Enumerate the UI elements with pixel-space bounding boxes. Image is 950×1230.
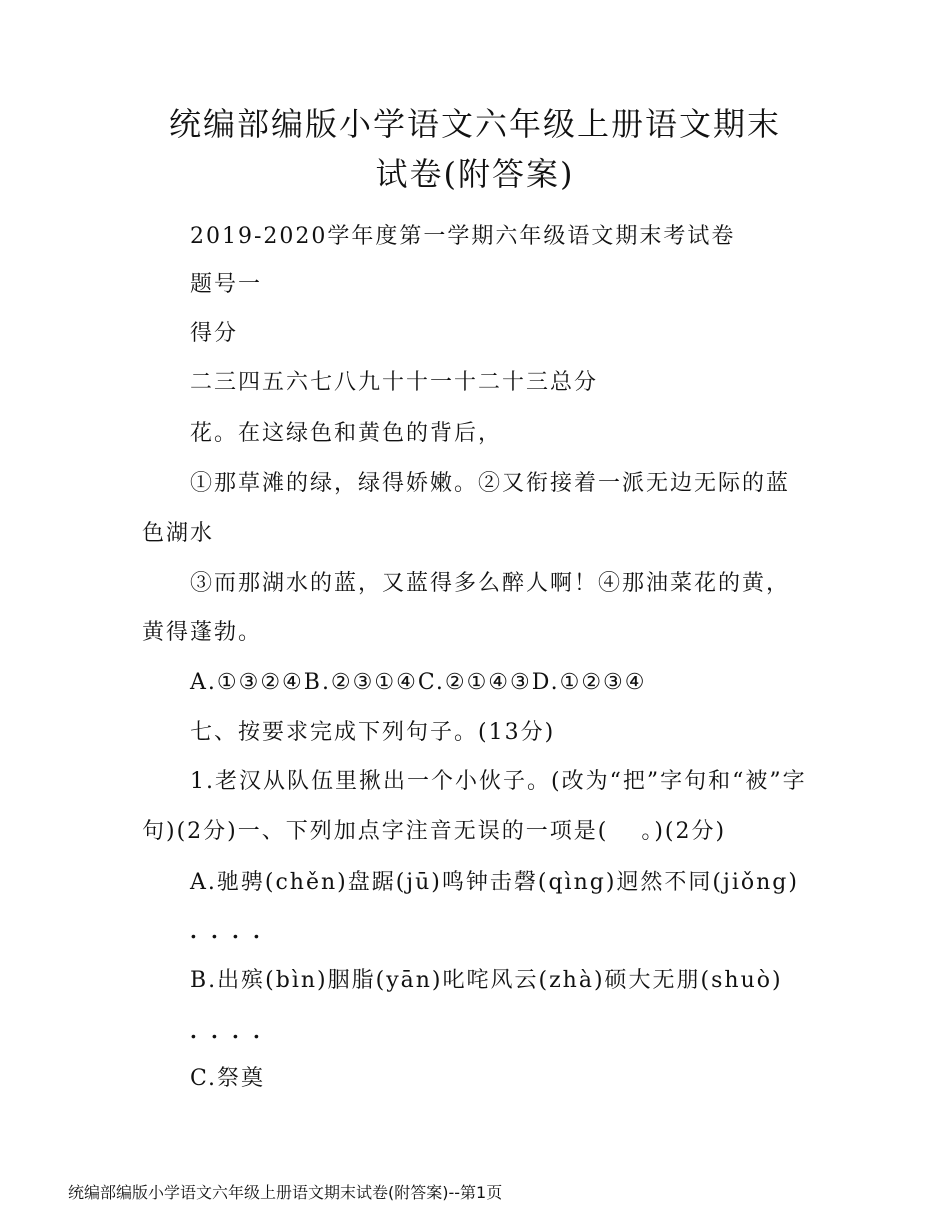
exam-header-line: 2019-2020学年度第一学期六年级语文期末考试卷 bbox=[190, 224, 736, 249]
passage-line: ③而那湖水的蓝，又蓝得多么醉人啊！④那油菜花的黄， bbox=[190, 571, 791, 596]
question-line: 句)(2分)一、下列加点字注音无误的一项是( 。)(2分) bbox=[142, 819, 727, 844]
question-line: 1.老汉从队伍里揪出一个小伙子。(改为“把”字句和“被”字 bbox=[190, 769, 807, 794]
doc-title-line-1: 统编部编版小学语文六年级上册语文期末 bbox=[168, 105, 781, 143]
score-table-row-numbers: 二三四五六七八九十十一十二十三总分 bbox=[190, 370, 599, 395]
passage-line: 黄得蓬勃。 bbox=[142, 620, 263, 645]
score-table-row-label: 题号一 bbox=[190, 272, 263, 297]
option-c-line: C.祭奠 bbox=[190, 1066, 266, 1091]
passage-line: 花。在这绿色和黄色的背后， bbox=[190, 421, 503, 446]
emphasis-dots: ．．．． bbox=[190, 918, 286, 944]
passage-line: 色湖水 bbox=[142, 521, 215, 546]
option-b-line: B.出殡(bìn)胭脂(yān)叱咤风云(zhà)硕大无朋(shuò) bbox=[190, 968, 783, 993]
section-heading: 七、按要求完成下列句子。(13分) bbox=[190, 720, 556, 745]
doc-title-line-2: 试卷(附答案) bbox=[375, 155, 575, 193]
emphasis-dots: ．．．． bbox=[190, 1018, 286, 1044]
passage-line: ①那草滩的绿，绿得娇嫩。②又衔接着一派无边无际的蓝 bbox=[190, 471, 791, 496]
page-footer: 统编部编版小学语文六年级上册语文期末试卷(附答案)--第1页 bbox=[68, 1183, 503, 1202]
answer-options-line: A.①③②④B.②③①④C.②①④③D.①②③④ bbox=[190, 670, 647, 695]
score-table-row-score: 得分 bbox=[190, 321, 239, 346]
option-a-line: A.驰骋(chěn)盘踞(jū)鸣钟击磬(qìng)迥然不同(jiǒng) bbox=[190, 870, 799, 895]
